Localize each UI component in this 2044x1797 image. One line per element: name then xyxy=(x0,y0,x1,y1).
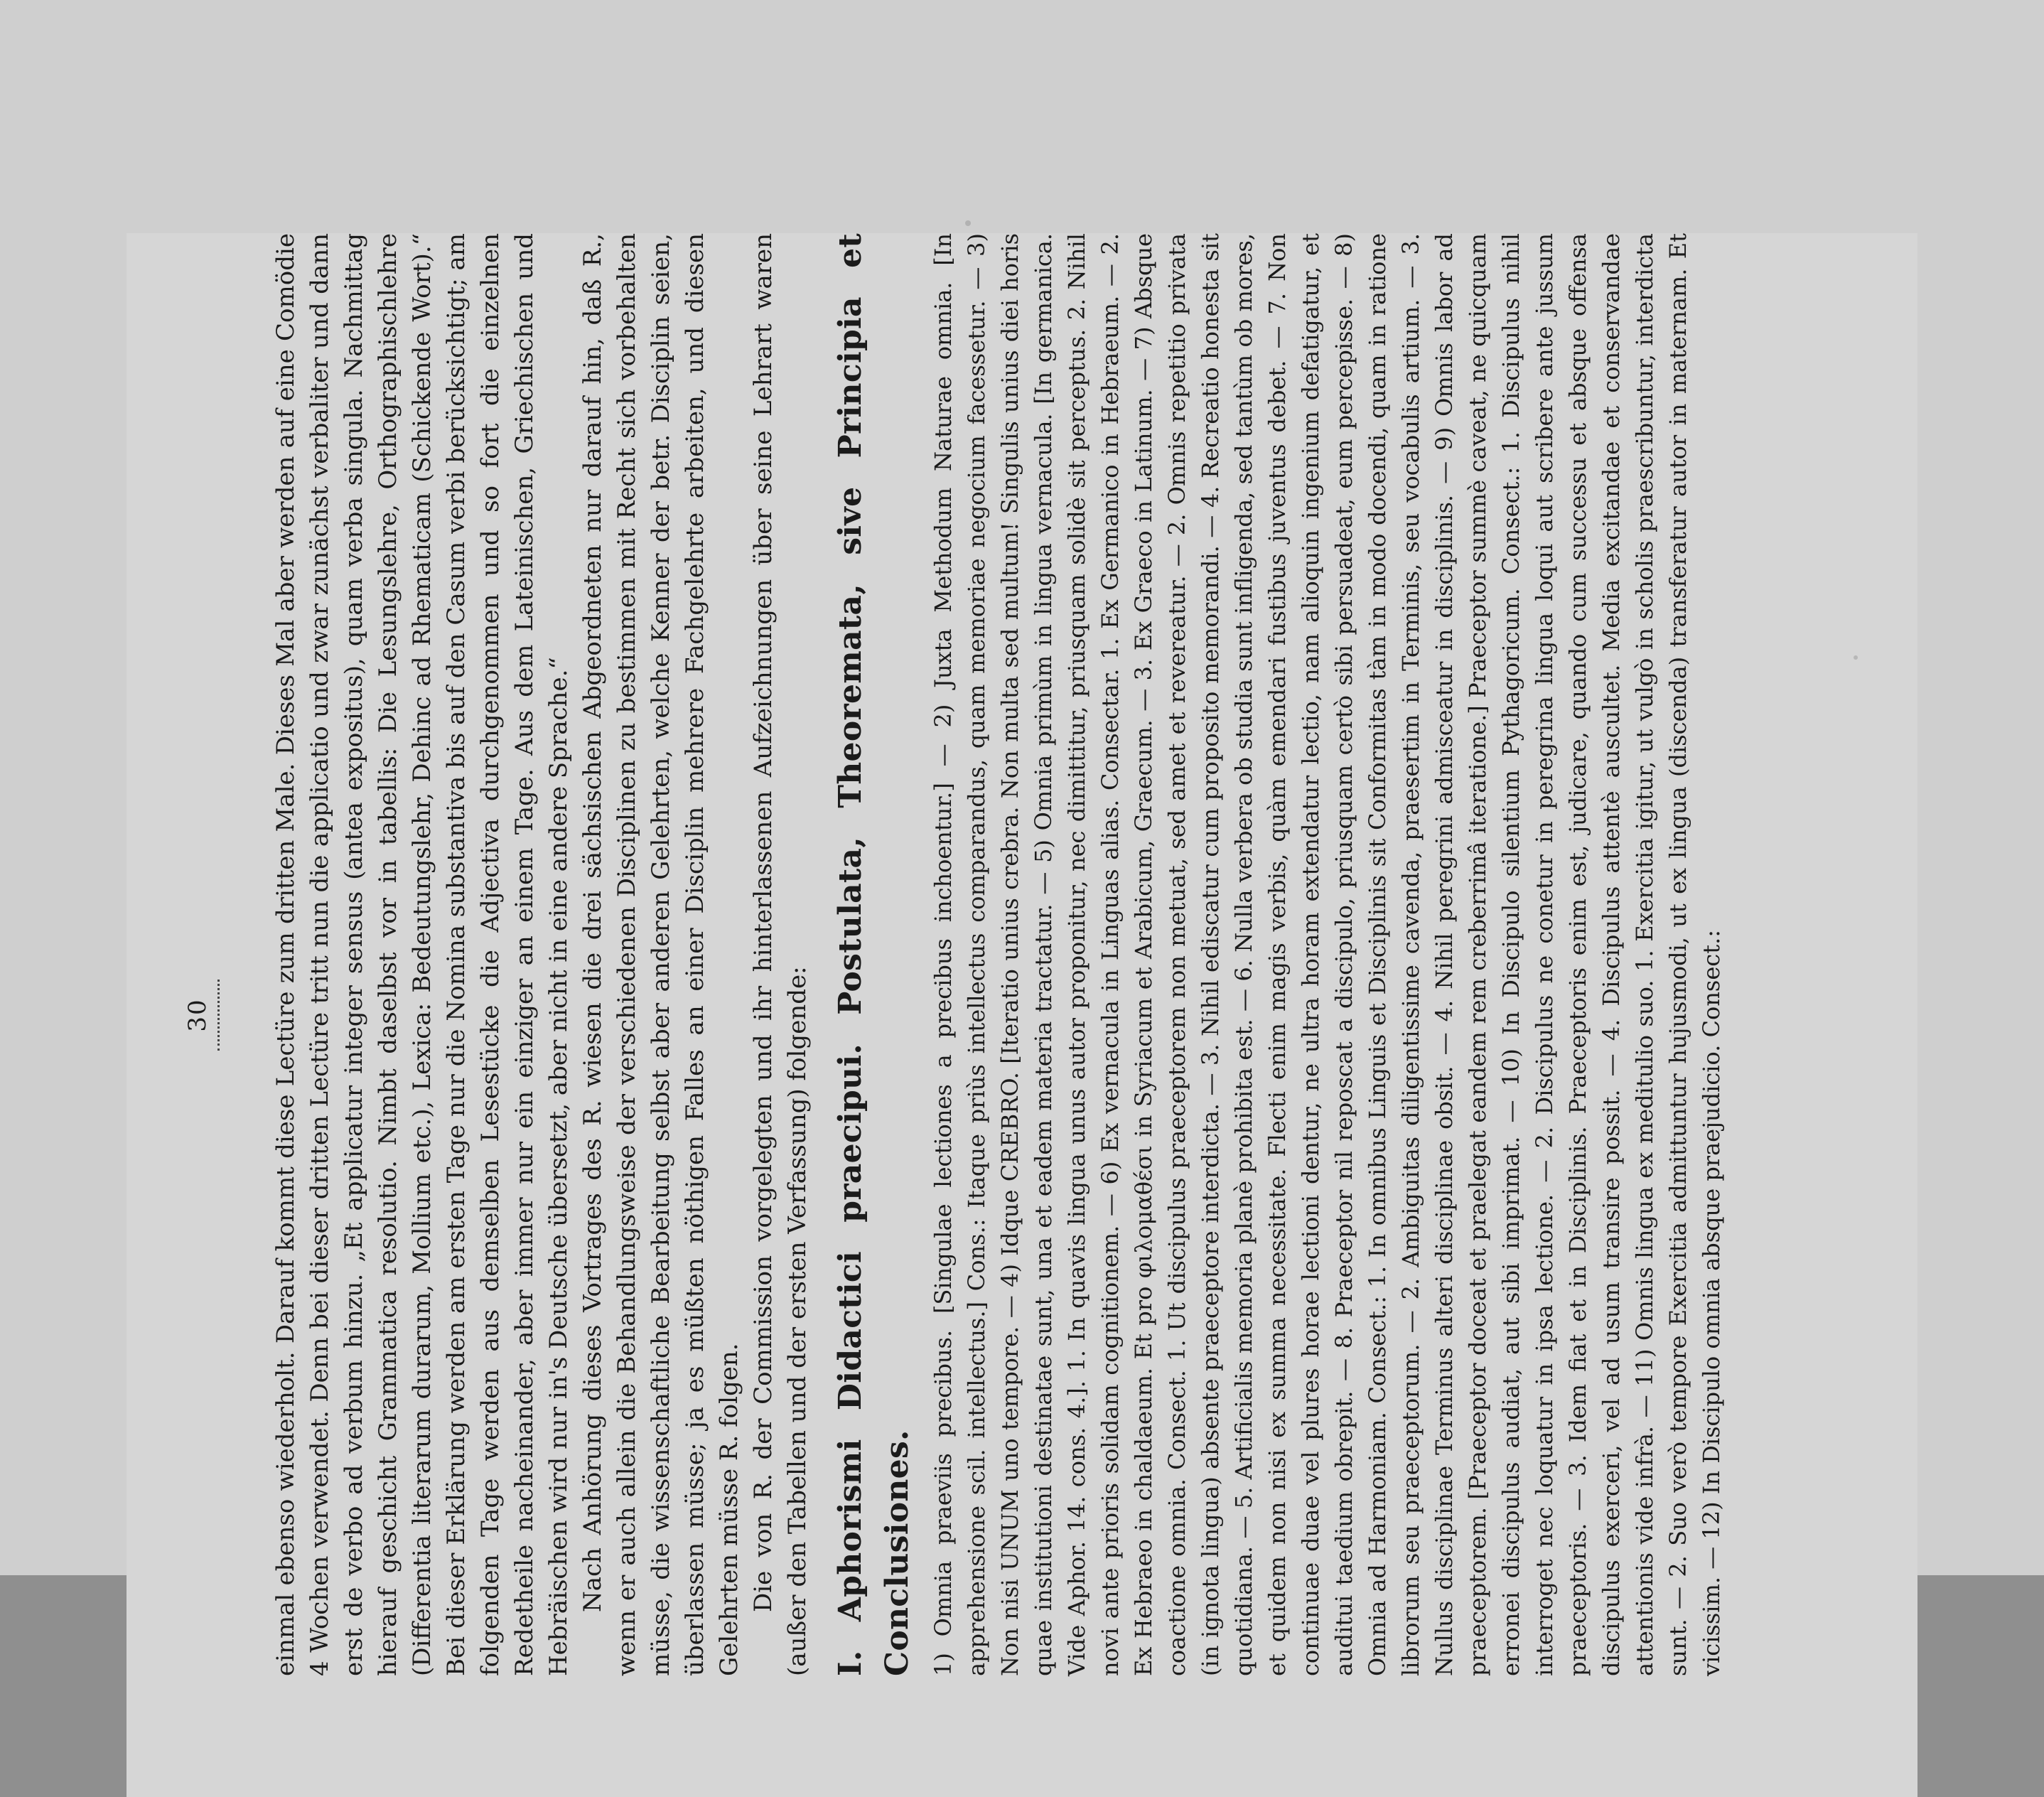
paper-speck xyxy=(1854,655,1858,660)
page-body xyxy=(269,233,1728,1676)
latin-aphorisms: 1) Omnia praeviis precibus. [Singulae lectiones a precibus inchoentur.] — 2) Juxta Methodum Naturae omnia. [In apprehensione scil. intellectus.] Cons.: Itaque priùs intellectus comparandus, quam memoriae negocium facessetur. — 3) Non nisi UNUM uno tempore. — 4) Idque CREBRO. [Iteratio unius crebra. Non multa sed multum! Singulis unius diei horis quae institutioni destinatae sunt, una et eadem materia tractatur. — 5) Omnia primùm in lingua vernacula. [In germanica. Vide Aphor. 14. cons. 4.]. 1. In quavis lingua unus autor proponitur, nec dimittitur, priusquam solidè sit perceptus. 2. Nihil novi ante prioris solidam cognitionem. — 6) Ex vernacula in Linguas alias. Consectar. 1. Ex Germanico in Hebraeum. — 2. Ex Hebraeo in chaldaeum. Et pro φιλομαθέσι in Syriacum et Arabicum, Graecum. — 3. Ex Graeco in Latinum. — 7) Absque coactione omnia. Consect. 1. Ut discipulus praeceptorem non metuat, sed amet et revereatur. — 2. Omnis repetitio privata (in ignota lingua) absente praeceptore interdicta. — 3. Nihil ediscatur cum proposito memorandi. — 4. Recreatio honesta sit quotidiana. — 5. Artificialis memoria planè prohibita est. — 6. Nulla verbera ob studia sunt infligenda, sed tantùm ob mores, et quidem non nisi ex summa necessitate. Flecti enim magis verbis, quàm emendari fustibus juventus debet. — 7. Non continuae duae vel plures horae lectioni dentur, ne ultra horam extendatur lectio, nam alioquin ingenium defatigatur, et auditui taedium obrepit. — 8. Praeceptor nil reposcat a discipulo, priusquam certò sibi persuadeat, eum percepisse. — 8) Omnia ad Harmoniam. Consect.: 1. In omnibus Linguis et Disciplinis sit Conformitas tàm in modo docendi, quam in ratione librorum seu praeceptorum. — 2. Ambiguitas diligentissime cavenda, praesertim in Terminis, seu vocabulis artium. — 3. Nullus disciplinae Terminus alteri disciplinae obsit. — 4. Nihil peregrini admisceatur in disciplinis. — 9) Omnis labor ad praeceptorem. [Praeceptor doceat et praelegat eandem rem creberrimâ iteratione.] Praeceptor summè caveat, ne quicquam erronei discipulus audiat, aut sibi imprimat. — 10) In Discipulo silentium Pythagoricum. Consect.: 1. Discipulus nihil interroget nec loquatur in ipsa lectione. — 2. Discipulus ne conetur in peregrina lingua loqui aut scribere ante jussum praeceptoris. — 3. Idem fiat et in Disciplinis. Praeceptoris enim est, judicare, quando cum successu et absque offensa discipulus exerceri, vel ad usum transire possit. — 4. Discipulus attentè auscultet. Media excitandae et conservandae attentionis vide infrà. — 11) Omnis lingua ex meditulio suo. 1. Exercitia igitur, ut vulgò in scholis praescribuntur, interdicta sunt. — 2. Suo verò tempore Exercitia admittuntur hujusmodi, ut ex lingua (discenda) transferatur autor in maternam. Et vicissim. — 12) In Discipulo omnia absque praejudicio. Consect.: xyxy=(930,233,1725,1676)
printed-page xyxy=(127,233,1917,1797)
german-paragraph: Die von R. der Commission vorgelegten und ihr hinterlassenen Aufzeichnungen über seine Lehrart waren (außer den Tabellen und der ersten Verfassung) folgende: xyxy=(749,233,812,1676)
page-number: 30 xyxy=(183,998,212,1032)
german-paragraph: einmal ebenso wiederholt. Darauf kommt diese Lectüre zum dritten Male. Dieses Mal aber werden auf eine Comödie 4 Wochen verwendet. Denn bei dieser dritten Lectüre tritt nun die applicatio und zwar zunächst verbaliter und dann erst de verbo ad verbum hinzu. „Et applicatur integer sensus (antea expositus), quam verba singula. Nachmittag hierauf geschicht Grammatica resolutio. Nimbt daselbst vor in tabellis: Die Lesungslehre, Orthographischlehre (Differentia literarum durarum, Mollium etc.), Lexica: Bedeutungslehr, Dehinc ad Rhematicam (Schickende Wort).“ Bei dieser Erklärung werden am ersten Tage nur die Nomina substantiva bis auf den Casum verbi berücksichtigt; am folgenden Tage werden aus demselben Lesestücke die Adjectiva durchgenommen und so fort die einzelnen Redetheile nacheinander, aber immer nur ein einziger an einem Tage. Aus dem Lateinischen, Griechischen und Hebräischen wird nur in's Deutsche übersetzt, aber nicht in eine andere Sprache.“ xyxy=(271,233,573,1676)
paper-speck xyxy=(965,220,971,226)
german-paragraph: Nach Anhörung dieses Vortrages des R. wiesen die drei sächsischen Abgeordneten nur darauf hin, daß R., wenn er auch allein die Behandlungsweise der verschiedenen Disciplinen zu bestimmen mit Recht sich vorbehalten müsse, die wissenschaftliche Bearbeitung selbst aber anderen Gelehrten, welche Kenner der betr. Disciplin seien, überlassen müsse; ja es müßten nöthigen Falles an einer Disciplin mehrere Fachgelehrte arbeiten, und diesen Gelehrten müsse R. folgen. xyxy=(579,233,743,1676)
section-heading: I. Aphorismi Didactici praecipui. Postulata, Theoremata, sive Principia et Conclusiones. xyxy=(832,233,915,1676)
page-number-rule xyxy=(217,980,220,1051)
